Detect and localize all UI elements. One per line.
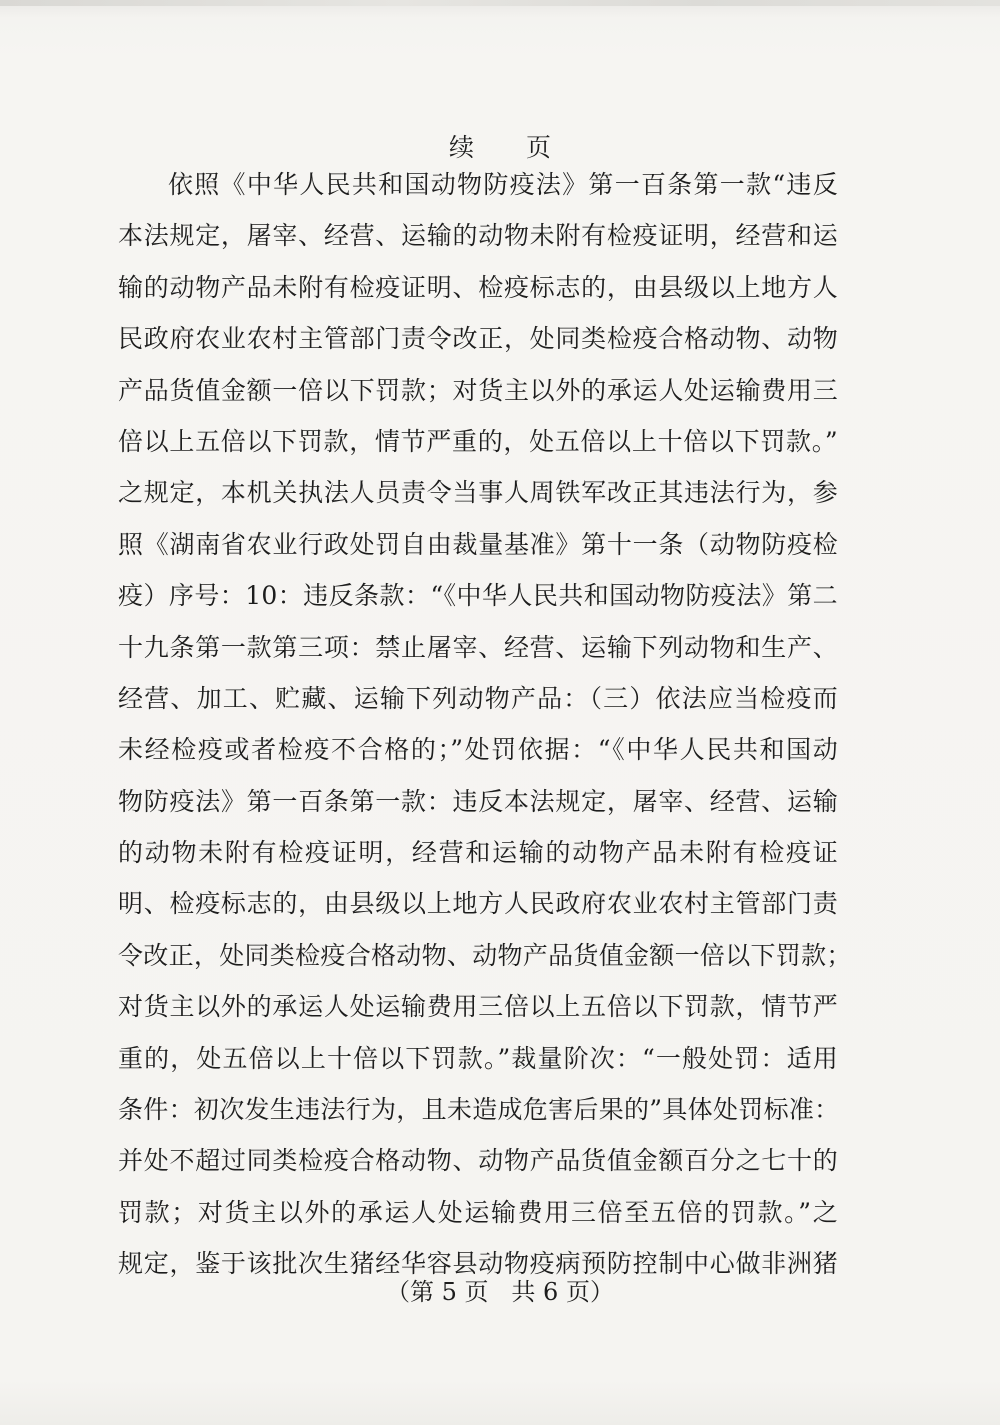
body-line: 物防疫法》第一百条第一款：违反本法规定，屠宰、经营、运输 bbox=[118, 786, 838, 816]
body-line: 规定，鉴于该批次生猪经华容县动物疫病预防控制中心做非洲猪 bbox=[118, 1249, 838, 1279]
page-title: 续 页 bbox=[449, 133, 573, 162]
body-line: 产品货值金额一倍以下罚款；对货主以外的承运人处运输费用三 bbox=[118, 375, 838, 405]
body-line: 并处不超过同类检疫合格动物、动物产品货值金额百分之七十的 bbox=[118, 1146, 838, 1176]
page-number-text: （第 5 页 共 6 页） bbox=[386, 1278, 614, 1306]
body-line: 民政府农业农村主管部门责令改正，处同类检疫合格动物、动物 bbox=[118, 324, 838, 354]
page-number-footer bbox=[0, 1272, 1000, 1312]
document-body bbox=[118, 159, 852, 1290]
body-line: 令改正，处同类检疫合格动物、动物产品货值金额一倍以下罚款； bbox=[118, 940, 852, 970]
body-line: 明、检疫标志的，由县级以上地方人民政府农业农村主管部门责 bbox=[118, 889, 838, 919]
body-line: 的动物未附有检疫证明，经营和运输的动物产品未附有检疫证 bbox=[118, 838, 838, 868]
body-line: 经营、加工、贮藏、运输下列动物产品：（三）依法应当检疫而 bbox=[118, 683, 838, 713]
body-line: 之规定，本机关执法人员责令当事人周铁军改正其违法行为，参 bbox=[118, 478, 838, 508]
body-line: 疫）序号：10：违反条款：“《中华人民共和国动物防疫法》第二 bbox=[118, 581, 838, 611]
body-line: 条件：初次发生违法行为，且未造成危害后果的”具体处罚标准： bbox=[118, 1095, 840, 1125]
body-line: 未经检疫或者检疫不合格的；”处罚依据：“《中华人民共和国动 bbox=[118, 735, 838, 765]
body-line: 罚款；对货主以外的承运人处运输费用三倍至五倍的罚款。”之 bbox=[118, 1197, 838, 1227]
body-line: 倍以上五倍以下罚款，情节严重的，处五倍以上十倍以下罚款。” bbox=[118, 426, 838, 456]
page-top-edge bbox=[0, 0, 1000, 6]
body-line: 十九条第一款第三项：禁止屠宰、经营、运输下列动物和生产、 bbox=[118, 632, 838, 662]
body-line: 输的动物产品未附有检疫证明、检疫标志的，由县级以上地方人 bbox=[118, 272, 838, 302]
body-line: 依照《中华人民共和国动物防疫法》第一百条第一款“违反 bbox=[168, 170, 838, 199]
body-line: 本法规定，屠宰、经营、运输的动物未附有检疫证明，经营和运 bbox=[118, 221, 838, 251]
body-line: 重的，处五倍以上十倍以下罚款。”裁量阶次：“一般处罚：适用 bbox=[118, 1043, 838, 1073]
body-line: 照《湖南省农业行政处罚自由裁量基准》第十一条（动物防疫检 bbox=[118, 529, 838, 559]
body-line: 对货主以外的承运人处运输费用三倍以上五倍以下罚款，情节严 bbox=[118, 992, 838, 1022]
